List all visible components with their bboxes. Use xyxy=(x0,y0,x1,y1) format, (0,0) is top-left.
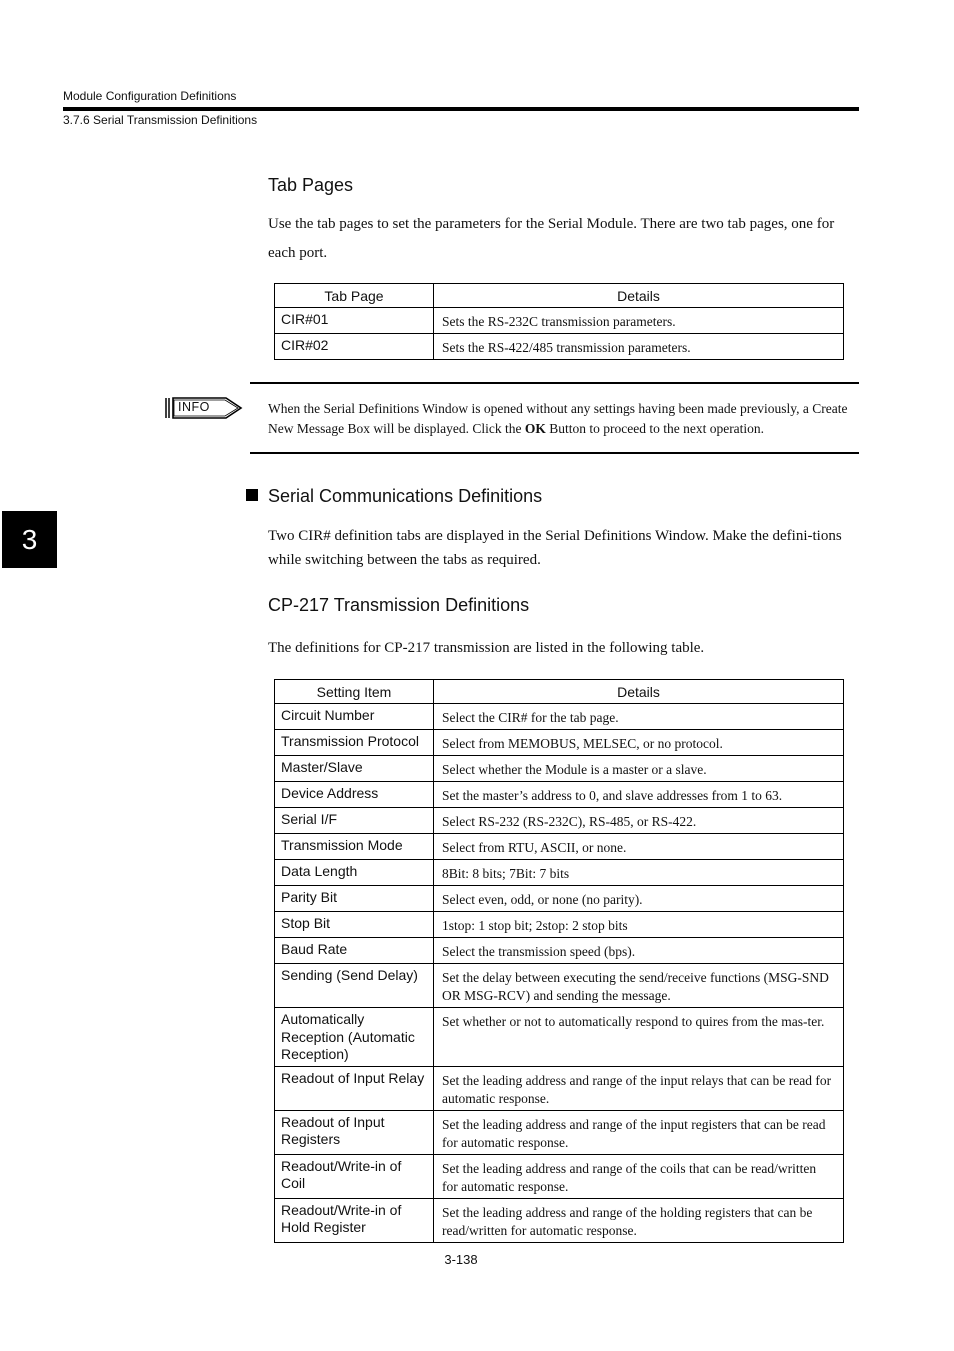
details-cell: Set the leading address and range of the input relays that can be read for automatic response. xyxy=(434,1066,844,1110)
details-cell: Select the CIR# for the tab page. xyxy=(434,704,844,730)
setting-item-cell: Transmission Protocol xyxy=(275,730,434,756)
setting-item-cell: Readout/Write-in of Hold Register xyxy=(275,1198,434,1242)
setting-item-cell: Serial I/F xyxy=(275,808,434,834)
tab-pages-table xyxy=(274,283,844,360)
table-row xyxy=(275,1198,844,1242)
table-row xyxy=(275,704,844,730)
table-row xyxy=(275,1008,844,1067)
info-text xyxy=(268,399,858,438)
table-row xyxy=(275,886,844,912)
info-bottom-rule xyxy=(250,452,859,454)
details-cell: Set the master’s address to 0, and slave addresses from 1 to 63. xyxy=(434,782,844,808)
setting-item-cell: Readout/Write-in of Coil xyxy=(275,1154,434,1198)
table-row xyxy=(275,834,844,860)
table-row xyxy=(275,308,844,334)
setting-item-cell: Readout of Input Registers xyxy=(275,1110,434,1154)
setting-item-cell: Data Length xyxy=(275,860,434,886)
header-rule xyxy=(63,107,859,111)
info-top-rule xyxy=(250,382,859,384)
setting-item-cell: Master/Slave xyxy=(275,756,434,782)
details-cell: Select RS-232 (RS-232C), RS-485, or RS-422. xyxy=(434,808,844,834)
info-text-ok: OK xyxy=(524,420,546,436)
table-row xyxy=(275,912,844,938)
table-row xyxy=(275,808,844,834)
table-row xyxy=(275,964,844,1008)
details-cell: Select whether the Module is a master or a slave. xyxy=(434,756,844,782)
details-cell: 1stop: 1 stop bit; 2stop: 2 stop bits xyxy=(434,912,844,938)
setting-item-cell: Baud Rate xyxy=(275,938,434,964)
table-row xyxy=(275,938,844,964)
info-text-after: Button to proceed to the next operation. xyxy=(545,420,765,436)
info-text-before: When the Serial Definitions Window is opened without any settings having been made previously, a Create New Message Box will be displayed. Click the xyxy=(268,401,848,436)
details-cell: Sets the RS-422/485 transmission parameters. xyxy=(434,334,844,360)
table-row xyxy=(275,1066,844,1110)
setting-item-cell: Circuit Number xyxy=(275,704,434,730)
details-cell: Sets the RS-232C transmission parameters. xyxy=(434,308,844,334)
details-cell: Set the delay between executing the send/receive functions (MSG-SND OR MSG-RCV) and sending the message. xyxy=(434,964,844,1008)
running-header-subsection: 3.7.6 Serial Transmission Definitions xyxy=(63,113,258,127)
table-header-tab-page: Tab Page xyxy=(275,284,434,308)
tab-pages-heading: Tab Pages xyxy=(268,175,354,195)
page-number: 3-138 xyxy=(444,1252,478,1267)
setting-item-cell: Readout of Input Relay xyxy=(275,1066,434,1110)
setting-item-cell: Transmission Mode xyxy=(275,834,434,860)
setting-item-cell: Sending (Send Delay) xyxy=(275,964,434,1008)
section-square-icon xyxy=(246,489,258,501)
table-row xyxy=(275,1154,844,1198)
tab-pages-intro: Use the tab pages to set the parameters for the Serial Module. There are two tab pages, one for each port. xyxy=(268,216,835,261)
table-header-details: Details xyxy=(434,284,844,308)
table-row xyxy=(275,334,844,360)
setting-item-cell: Stop Bit xyxy=(275,912,434,938)
table-row xyxy=(275,860,844,886)
details-cell: 8Bit: 8 bits; 7Bit: 7 bits xyxy=(434,860,844,886)
details-cell: Select from RTU, ASCII, or none. xyxy=(434,834,844,860)
cp217-table xyxy=(274,679,844,1243)
info-icon xyxy=(164,395,244,428)
details-cell: Set the leading address and range of the coils that can be read/written for automatic response. xyxy=(434,1154,844,1198)
details-cell: Set whether or not to automatically respond to quires from the mas-ter. xyxy=(434,1008,844,1067)
table-row xyxy=(275,1110,844,1154)
table-row xyxy=(275,756,844,782)
table-header-details: Details xyxy=(434,680,844,704)
details-cell: Select even, odd, or none (no parity). xyxy=(434,886,844,912)
running-header-section: Module Configuration Definitions xyxy=(63,89,237,103)
serial-comm-heading: Serial Communications Definitions xyxy=(268,486,543,506)
details-cell: Select from MEMOBUS, MELSEC, or no protocol. xyxy=(434,730,844,756)
setting-item-cell: CIR#02 xyxy=(275,334,434,360)
setting-item-cell: CIR#01 xyxy=(275,308,434,334)
chapter-tab: 3 xyxy=(2,511,57,568)
table-header-setting-item: Setting Item xyxy=(275,680,434,704)
setting-item-cell: Device Address xyxy=(275,782,434,808)
cp217-heading: CP-217 Transmission Definitions xyxy=(268,595,530,615)
setting-item-cell: Automatically Reception (Automatic Reception) xyxy=(275,1008,434,1067)
details-cell: Set the leading address and range of the holding registers that can be read/written for automatic response. xyxy=(434,1198,844,1242)
setting-item-cell: Parity Bit xyxy=(275,886,434,912)
table-row xyxy=(275,730,844,756)
details-cell: Set the leading address and range of the input registers that can be read for automatic response. xyxy=(434,1110,844,1154)
table-row xyxy=(275,782,844,808)
serial-comm-intro: Two CIR# definition tabs are displayed in the Serial Definitions Window. Make the defini-tions while switching between the tabs as required. xyxy=(268,528,842,568)
details-cell: Select the transmission speed (bps). xyxy=(434,938,844,964)
info-icon-label: INFO xyxy=(178,400,210,414)
cp217-intro: The definitions for CP-217 transmission are listed in the following table. xyxy=(268,640,705,656)
